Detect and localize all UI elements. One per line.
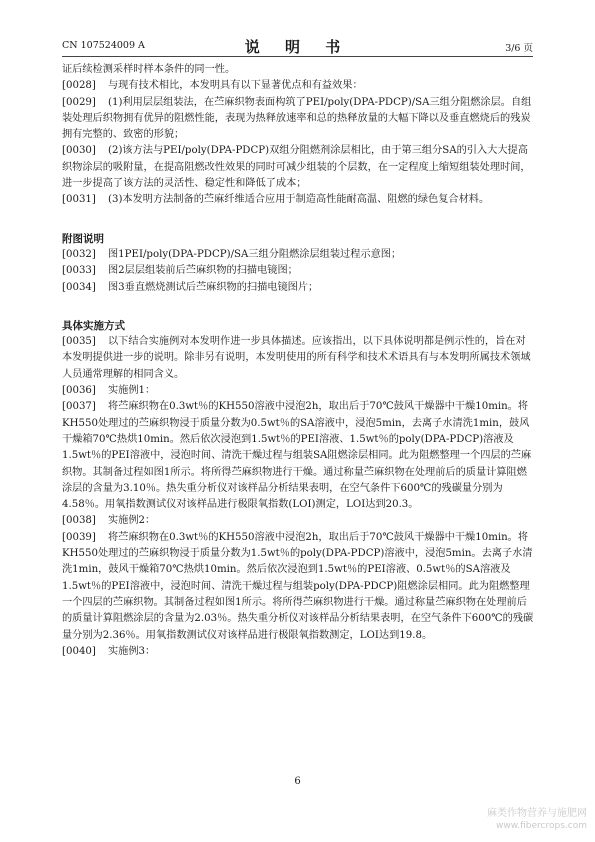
paragraph-0031 bbox=[62, 192, 535, 208]
section-heading-embodiments: 具体实施方式 bbox=[62, 319, 125, 332]
paragraph-number: [0033] bbox=[62, 265, 96, 277]
watermark-url: www.fibercrops.com bbox=[496, 821, 587, 831]
paragraph-0028 bbox=[62, 78, 535, 94]
paragraph-number: [0029] bbox=[62, 96, 96, 108]
paragraph-0037 bbox=[62, 399, 535, 513]
paragraph-0035 bbox=[62, 334, 535, 383]
section-heading-figures: 附图说明 bbox=[62, 232, 104, 245]
page-indicator: 3/6 页 bbox=[505, 43, 533, 54]
example-label: 实施例2： bbox=[108, 515, 156, 527]
paragraph-0040 bbox=[62, 644, 535, 660]
page-number: 6 bbox=[294, 776, 301, 787]
paragraph-number: [0034] bbox=[62, 281, 96, 293]
document-title: 说 明 书 bbox=[244, 38, 351, 56]
header-divider bbox=[62, 56, 533, 57]
example-label: 实施例3： bbox=[108, 645, 156, 657]
continued-text: 证后续检测采样时样本条件的同一性。 bbox=[62, 64, 236, 75]
paragraph-text: (1)利用层层组装法，在苎麻织物表面构筑了PEI/poly(DPA-PDCP)/SA三组分阻燃涂层。自组装处理后织物拥有优异的阻燃性能，表现为热释放速率和总的热释放量的大幅下降以及垂直燃烧后的残炭拥有完整的、致密的形貌； bbox=[62, 96, 532, 141]
page-header bbox=[62, 36, 533, 54]
paragraph-0032 bbox=[62, 247, 535, 263]
paragraph-0036 bbox=[62, 383, 535, 399]
paragraph-number: [0031] bbox=[62, 194, 96, 206]
paragraph-number: [0036] bbox=[62, 385, 96, 397]
paragraph-text: (3)本发明方法制备的苎麻纤维适合应用于制造高性能耐高温、阻燃的绿色复合材料。 bbox=[108, 194, 490, 206]
paragraph-text: 以下结合实施例对本发明作进一步具体描述。应该指出，以下具体说明都是例示性的，旨在对本发明提供进一步的说明。除非另有说明，本发明使用的所有科学和技术术语具有与本发明所属技术领域人员通常理解的相同含义。 bbox=[62, 336, 531, 380]
paragraph-text: (2)该方法与PEI/poly(DPA-PDCP)双组分阻燃剂涂层相比，由于第三组分SA的引入大大提高织物涂层的吸附量，在提高阻燃改性效果的同时可减少组装的个层数，在一定程度上缩短组装处理时间，进一步提高了该方法的灵活性、稳定性和降低了成本； bbox=[62, 145, 531, 190]
paragraph-text: 将苎麻织物在0.3wt％的KH550溶液中浸泡2h，取出后于70℃鼓风干燥器中干燥10min。将KH550处理过的苎麻织物浸于质量分数为0.5wt％的SA溶液中，浸泡5min，去离子水清洗1min，鼓风干燥箱70℃热烘10min。然后依次浸泡到1.5wt％的PEI溶液、1.5wt％的poly(DPA-PDCP)溶液及1.5wt％的PEI溶液中，浸泡时间、清洗干燥过程与组装SA阻燃涂层相同。此为阻燃整理一个四层的苎麻织物。其制备过程如图1所示。将所得苎麻织物进行干燥。通过称量苎麻织物在处理前后的质量计算阻燃涂层的含量为3.10％。热失重分析仪对该样品分析结果表明，在空气条件下600℃的残碳量分别为4.58％。用氧指数测试仪对该样品进行极限氧指数(LOI)测定，LOI达到20.3。 bbox=[62, 401, 532, 511]
paragraph-0033 bbox=[62, 263, 535, 279]
paragraph-0034 bbox=[62, 280, 535, 296]
paragraph-number: [0037] bbox=[62, 401, 96, 413]
watermark-site-name: 麻类作物营养与施肥网 bbox=[487, 808, 587, 819]
paragraph-text: 图1PEI/poly(DPA-PDCP)/SA三组分阻燃涂层组装过程示意图； bbox=[108, 248, 402, 260]
paragraph-number: [0040] bbox=[62, 645, 96, 657]
document-body bbox=[62, 62, 535, 660]
paragraph-number: [0030] bbox=[62, 145, 96, 157]
paragraph-number: [0035] bbox=[62, 336, 96, 348]
example-label: 实施例1： bbox=[108, 385, 156, 397]
paragraph-text: 将苎麻织物在0.3wt％的KH550溶液中浸泡2h，取出后于70℃鼓风干燥器中干燥10min。将KH550处理过的苎麻织物浸于质量分数为1.5wt％的poly(DPA-PDCP)溶液中，浸泡5min。去离子水清洗1min，鼓风干燥箱70℃热烘10min。然后依次浸泡到1.5wt％的PEI溶液、0.5wt％的SA溶液及1.5wt％的PEI溶液中，浸泡时间、清洗干燥过程与组装poly(DPA-PDCP)阻燃涂层相同。此为阻燃整理一个四层的苎麻织物。其制备过程如图1所示。将所得苎麻织物进行干燥。通过称量苎麻织物在处理前后的质量计算阻燃涂层的含量为2.03％。热失重分析仪对该样品分析结果表明，在空气条件下600℃的残碳量分别为2.36％。用氧指数测试仪对该样品进行极限氧指数测定，LOI达到19.8。 bbox=[62, 531, 534, 641]
patent-number: CN 107524009 A bbox=[62, 40, 145, 51]
paragraph-text: 图3垂直燃烧测试后苎麻织物的扫描电镜图片； bbox=[108, 281, 319, 293]
watermark bbox=[487, 808, 587, 832]
paragraph-number: [0032] bbox=[62, 248, 96, 260]
paragraph-number: [0028] bbox=[62, 80, 96, 92]
paragraph-number: [0038] bbox=[62, 515, 96, 527]
paragraph-0038 bbox=[62, 513, 535, 529]
paragraph-text: 与现有技术相比，本发明具有以下显著优点和有益效果： bbox=[108, 80, 363, 92]
paragraph-0030 bbox=[62, 143, 535, 192]
paragraph-text: 图2层层组装前后苎麻织物的扫描电镜图； bbox=[108, 265, 298, 277]
paragraph-0029 bbox=[62, 95, 535, 144]
paragraph-number: [0039] bbox=[62, 531, 96, 543]
paragraph-0039 bbox=[62, 530, 535, 644]
